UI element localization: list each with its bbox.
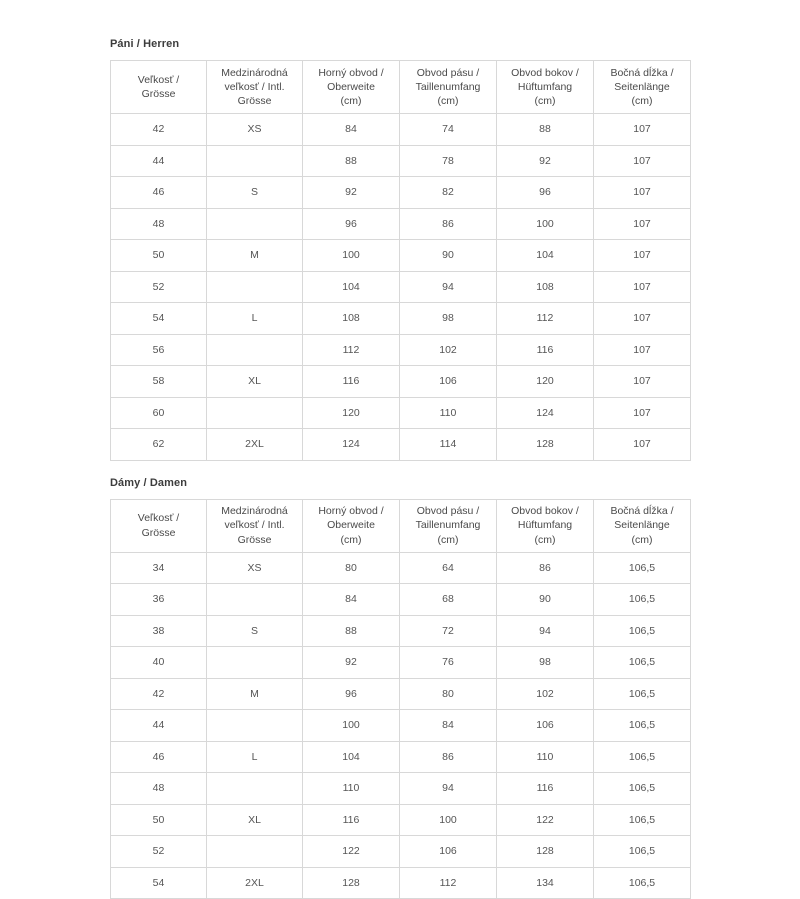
cell-intl-size: L bbox=[207, 303, 303, 335]
cell-side-length: 107 bbox=[594, 177, 691, 209]
cell-intl-size: L bbox=[207, 741, 303, 773]
table-row bbox=[111, 584, 691, 616]
cell-side-length: 107 bbox=[594, 334, 691, 366]
table-row bbox=[111, 208, 691, 240]
table-row bbox=[111, 867, 691, 899]
cell-hips: 86 bbox=[497, 552, 594, 584]
header-line: Horný obvod / bbox=[305, 66, 397, 80]
table-row bbox=[111, 271, 691, 303]
column-header-intl-size bbox=[207, 61, 303, 114]
cell-chest: 116 bbox=[303, 804, 400, 836]
cell-size: 42 bbox=[111, 678, 207, 710]
cell-chest: 104 bbox=[303, 271, 400, 303]
cell-intl-size bbox=[207, 584, 303, 616]
cell-chest: 100 bbox=[303, 240, 400, 272]
cell-size: 54 bbox=[111, 303, 207, 335]
cell-chest: 122 bbox=[303, 836, 400, 868]
table-head bbox=[111, 499, 691, 552]
cell-chest: 96 bbox=[303, 208, 400, 240]
column-header-hips bbox=[497, 61, 594, 114]
header-line: Obvod pásu / bbox=[402, 66, 494, 80]
header-line: Taillenumfang bbox=[402, 80, 494, 94]
table-row bbox=[111, 773, 691, 805]
cell-waist: 114 bbox=[400, 429, 497, 461]
cell-side-length: 107 bbox=[594, 240, 691, 272]
cell-waist: 72 bbox=[400, 615, 497, 647]
cell-waist: 64 bbox=[400, 552, 497, 584]
cell-chest: 120 bbox=[303, 397, 400, 429]
column-header-intl-size bbox=[207, 499, 303, 552]
cell-waist: 106 bbox=[400, 836, 497, 868]
cell-intl-size bbox=[207, 271, 303, 303]
header-line: Bočná dĺžka / bbox=[596, 504, 688, 518]
cell-hips: 108 bbox=[497, 271, 594, 303]
cell-side-length: 106,5 bbox=[594, 552, 691, 584]
cell-chest: 112 bbox=[303, 334, 400, 366]
table-row bbox=[111, 710, 691, 742]
column-header-waist bbox=[400, 499, 497, 552]
cell-chest: 96 bbox=[303, 678, 400, 710]
cell-side-length: 107 bbox=[594, 145, 691, 177]
cell-intl-size bbox=[207, 710, 303, 742]
header-line: Oberweite bbox=[305, 80, 397, 94]
cell-size: 52 bbox=[111, 271, 207, 303]
cell-chest: 124 bbox=[303, 429, 400, 461]
column-header-side-length bbox=[594, 61, 691, 114]
cell-hips: 92 bbox=[497, 145, 594, 177]
cell-size: 50 bbox=[111, 804, 207, 836]
table-row bbox=[111, 240, 691, 272]
cell-size: 62 bbox=[111, 429, 207, 461]
cell-side-length: 107 bbox=[594, 271, 691, 303]
cell-side-length: 107 bbox=[594, 114, 691, 146]
cell-size: 54 bbox=[111, 867, 207, 899]
cell-hips: 120 bbox=[497, 366, 594, 398]
cell-waist: 76 bbox=[400, 647, 497, 679]
header-line: veľkosť / Intl. Grösse bbox=[209, 80, 300, 108]
size-table-women bbox=[110, 499, 691, 899]
cell-size: 44 bbox=[111, 710, 207, 742]
cell-intl-size: XL bbox=[207, 366, 303, 398]
cell-hips: 112 bbox=[497, 303, 594, 335]
cell-side-length: 106,5 bbox=[594, 836, 691, 868]
header-line: (cm) bbox=[402, 533, 494, 547]
cell-size: 42 bbox=[111, 114, 207, 146]
cell-side-length: 107 bbox=[594, 366, 691, 398]
cell-intl-size: XS bbox=[207, 552, 303, 584]
cell-waist: 94 bbox=[400, 271, 497, 303]
cell-size: 46 bbox=[111, 741, 207, 773]
section-title-women: Dámy / Damen bbox=[110, 477, 690, 489]
cell-chest: 128 bbox=[303, 867, 400, 899]
header-line: Medzinárodná bbox=[209, 504, 300, 518]
cell-side-length: 106,5 bbox=[594, 710, 691, 742]
cell-waist: 86 bbox=[400, 208, 497, 240]
table-row bbox=[111, 397, 691, 429]
cell-hips: 134 bbox=[497, 867, 594, 899]
header-line: (cm) bbox=[402, 94, 494, 108]
cell-side-length: 106,5 bbox=[594, 678, 691, 710]
cell-chest: 88 bbox=[303, 615, 400, 647]
cell-size: 50 bbox=[111, 240, 207, 272]
cell-intl-size bbox=[207, 208, 303, 240]
cell-side-length: 106,5 bbox=[594, 773, 691, 805]
table-header-row bbox=[111, 61, 691, 114]
cell-size: 58 bbox=[111, 366, 207, 398]
cell-waist: 84 bbox=[400, 710, 497, 742]
column-header-chest bbox=[303, 499, 400, 552]
cell-waist: 100 bbox=[400, 804, 497, 836]
cell-size: 38 bbox=[111, 615, 207, 647]
cell-hips: 94 bbox=[497, 615, 594, 647]
cell-size: 44 bbox=[111, 145, 207, 177]
table-row bbox=[111, 647, 691, 679]
header-line: Seitenlänge bbox=[596, 518, 688, 532]
header-line: Taillenumfang bbox=[402, 518, 494, 532]
table-row bbox=[111, 114, 691, 146]
cell-waist: 102 bbox=[400, 334, 497, 366]
cell-chest: 104 bbox=[303, 741, 400, 773]
cell-side-length: 106,5 bbox=[594, 584, 691, 616]
header-line: Hüftumfang bbox=[499, 80, 591, 94]
cell-intl-size: S bbox=[207, 615, 303, 647]
cell-hips: 88 bbox=[497, 114, 594, 146]
size-table-men bbox=[110, 60, 691, 461]
table-row bbox=[111, 177, 691, 209]
cell-chest: 88 bbox=[303, 145, 400, 177]
cell-size: 36 bbox=[111, 584, 207, 616]
column-header-size bbox=[111, 499, 207, 552]
cell-chest: 84 bbox=[303, 584, 400, 616]
cell-size: 48 bbox=[111, 773, 207, 805]
header-line: (cm) bbox=[305, 94, 397, 108]
cell-size: 40 bbox=[111, 647, 207, 679]
cell-chest: 108 bbox=[303, 303, 400, 335]
cell-waist: 74 bbox=[400, 114, 497, 146]
cell-chest: 110 bbox=[303, 773, 400, 805]
cell-intl-size bbox=[207, 647, 303, 679]
table-row bbox=[111, 334, 691, 366]
cell-side-length: 106,5 bbox=[594, 867, 691, 899]
cell-hips: 98 bbox=[497, 647, 594, 679]
cell-side-length: 106,5 bbox=[594, 741, 691, 773]
cell-waist: 78 bbox=[400, 145, 497, 177]
table-body bbox=[111, 552, 691, 899]
cell-waist: 110 bbox=[400, 397, 497, 429]
section-title-men: Páni / Herren bbox=[110, 38, 690, 50]
header-line: Grösse bbox=[113, 87, 204, 101]
table-body bbox=[111, 114, 691, 461]
cell-hips: 96 bbox=[497, 177, 594, 209]
header-line: Hüftumfang bbox=[499, 518, 591, 532]
header-line: veľkosť / Intl. bbox=[209, 518, 300, 532]
cell-waist: 82 bbox=[400, 177, 497, 209]
cell-hips: 102 bbox=[497, 678, 594, 710]
header-line: Grösse bbox=[209, 533, 300, 547]
column-header-waist bbox=[400, 61, 497, 114]
cell-intl-size bbox=[207, 334, 303, 366]
cell-hips: 128 bbox=[497, 429, 594, 461]
header-line: Bočná dĺžka / bbox=[596, 66, 688, 80]
cell-intl-size bbox=[207, 836, 303, 868]
table-row bbox=[111, 836, 691, 868]
cell-intl-size: M bbox=[207, 678, 303, 710]
header-line: (cm) bbox=[499, 94, 591, 108]
cell-intl-size: 2XL bbox=[207, 867, 303, 899]
header-line: (cm) bbox=[305, 533, 397, 547]
cell-intl-size: 2XL bbox=[207, 429, 303, 461]
cell-side-length: 106,5 bbox=[594, 615, 691, 647]
cell-waist: 86 bbox=[400, 741, 497, 773]
cell-hips: 116 bbox=[497, 773, 594, 805]
cell-side-length: 107 bbox=[594, 429, 691, 461]
cell-chest: 116 bbox=[303, 366, 400, 398]
cell-chest: 84 bbox=[303, 114, 400, 146]
column-header-size bbox=[111, 61, 207, 114]
header-line: Oberweite bbox=[305, 518, 397, 532]
column-header-hips bbox=[497, 499, 594, 552]
cell-size: 48 bbox=[111, 208, 207, 240]
cell-hips: 116 bbox=[497, 334, 594, 366]
table-row bbox=[111, 145, 691, 177]
cell-hips: 100 bbox=[497, 208, 594, 240]
cell-side-length: 107 bbox=[594, 303, 691, 335]
cell-size: 56 bbox=[111, 334, 207, 366]
table-head bbox=[111, 61, 691, 114]
cell-side-length: 106,5 bbox=[594, 804, 691, 836]
cell-intl-size: XL bbox=[207, 804, 303, 836]
column-header-chest bbox=[303, 61, 400, 114]
cell-side-length: 106,5 bbox=[594, 647, 691, 679]
header-line: Veľkosť / bbox=[113, 511, 204, 525]
cell-hips: 106 bbox=[497, 710, 594, 742]
cell-waist: 112 bbox=[400, 867, 497, 899]
header-line: Grösse bbox=[113, 526, 204, 540]
table-row bbox=[111, 303, 691, 335]
cell-chest: 100 bbox=[303, 710, 400, 742]
cell-size: 52 bbox=[111, 836, 207, 868]
header-line: Obvod bokov / bbox=[499, 504, 591, 518]
table-row bbox=[111, 741, 691, 773]
cell-intl-size: XS bbox=[207, 114, 303, 146]
cell-intl-size bbox=[207, 773, 303, 805]
cell-size: 34 bbox=[111, 552, 207, 584]
cell-waist: 94 bbox=[400, 773, 497, 805]
table-row bbox=[111, 366, 691, 398]
cell-waist: 90 bbox=[400, 240, 497, 272]
cell-chest: 92 bbox=[303, 177, 400, 209]
header-line: Obvod bokov / bbox=[499, 66, 591, 80]
table-row bbox=[111, 552, 691, 584]
cell-hips: 124 bbox=[497, 397, 594, 429]
cell-hips: 110 bbox=[497, 741, 594, 773]
table-row bbox=[111, 804, 691, 836]
header-line: Obvod pásu / bbox=[402, 504, 494, 518]
header-line: Seitenlänge bbox=[596, 80, 688, 94]
cell-intl-size bbox=[207, 145, 303, 177]
cell-chest: 80 bbox=[303, 552, 400, 584]
cell-intl-size: M bbox=[207, 240, 303, 272]
cell-waist: 68 bbox=[400, 584, 497, 616]
column-header-side-length bbox=[594, 499, 691, 552]
cell-intl-size bbox=[207, 397, 303, 429]
table-row bbox=[111, 429, 691, 461]
cell-size: 60 bbox=[111, 397, 207, 429]
header-line: (cm) bbox=[596, 533, 688, 547]
header-line: (cm) bbox=[499, 533, 591, 547]
table-header-row bbox=[111, 499, 691, 552]
cell-hips: 128 bbox=[497, 836, 594, 868]
header-line: (cm) bbox=[596, 94, 688, 108]
header-line: Medzinárodná bbox=[209, 66, 300, 80]
cell-intl-size: S bbox=[207, 177, 303, 209]
cell-side-length: 107 bbox=[594, 208, 691, 240]
cell-hips: 90 bbox=[497, 584, 594, 616]
cell-size: 46 bbox=[111, 177, 207, 209]
table-row bbox=[111, 615, 691, 647]
cell-hips: 104 bbox=[497, 240, 594, 272]
cell-waist: 106 bbox=[400, 366, 497, 398]
header-line: Horný obvod / bbox=[305, 504, 397, 518]
table-row bbox=[111, 678, 691, 710]
cell-waist: 98 bbox=[400, 303, 497, 335]
cell-hips: 122 bbox=[497, 804, 594, 836]
header-line: Veľkosť / bbox=[113, 73, 204, 87]
cell-chest: 92 bbox=[303, 647, 400, 679]
cell-side-length: 107 bbox=[594, 397, 691, 429]
cell-waist: 80 bbox=[400, 678, 497, 710]
